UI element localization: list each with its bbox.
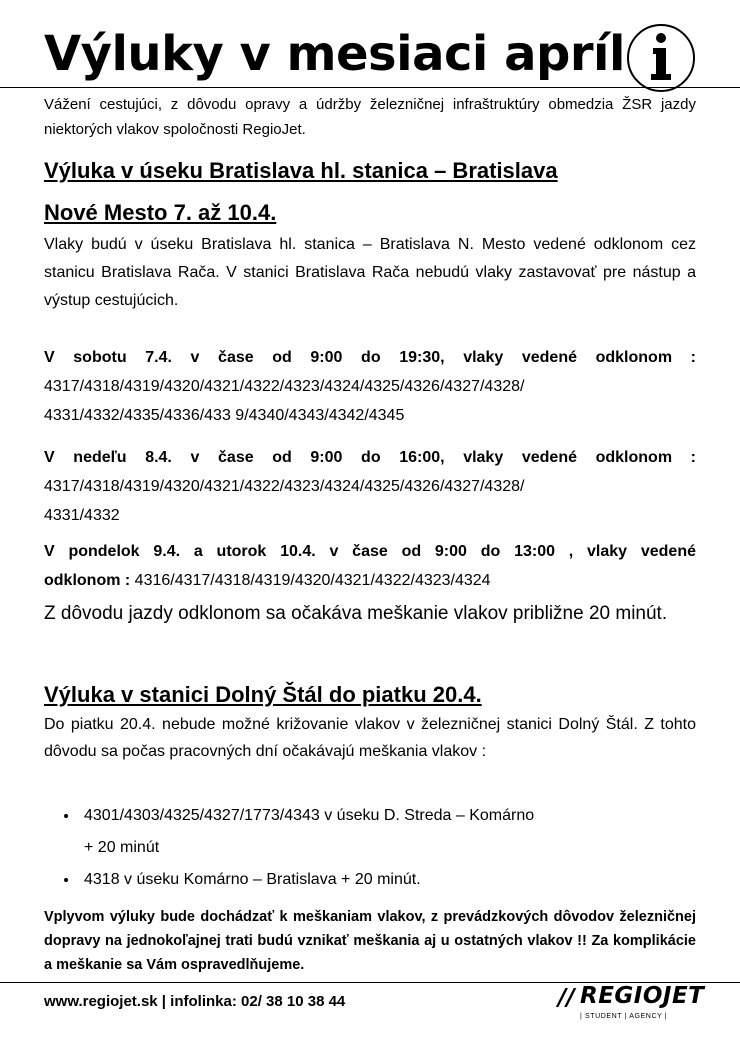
footer-contact: www.regiojet.sk | infolinka: 02/ 38 10 38 44 bbox=[44, 993, 346, 1010]
saturday-lead: V sobotu 7.4. v čase od 9:00 do 19:30, vlaky vedené odklonom : bbox=[44, 349, 696, 366]
delay-note: Z dôvodu jazdy odklonom sa očakáva meškanie vlakov približne 20 minút. bbox=[44, 603, 668, 624]
sunday-trains-line1: 4317/4318/4319/4320/4321/4322/4323/4324/4325/4326/4327/4328/ bbox=[44, 478, 525, 495]
sunday-group bbox=[44, 443, 696, 530]
section2-body: Do piatku 20.4. nebude možné križovanie vlakov v železničnej stanici Dolný Štál. Z tohto dôvodu sa počas pracovných dní očakávajú meškania vlakov : bbox=[44, 716, 696, 760]
list-item-line1: 4301/4303/4325/4327/1773/4343 v úseku D. Streda – Komárno bbox=[84, 807, 535, 824]
saturday-trains-line2: 4331/4332/4335/4336/433 9/4340/4343/4342/4345 bbox=[44, 407, 405, 424]
monday-tuesday-group bbox=[44, 537, 696, 595]
sunday-trains-line2: 4331/4332 bbox=[44, 507, 120, 524]
list-item-line1: 4318 v úseku Komárno – Bratislava + 20 minút. bbox=[84, 871, 421, 888]
bullet-dot-icon bbox=[64, 814, 68, 818]
logo-slash-icon: // bbox=[558, 985, 575, 1011]
section1-heading bbox=[44, 150, 696, 234]
regiojet-logo bbox=[554, 982, 714, 1026]
sunday-lead: V nedeľu 8.4. v čase od 9:00 do 16:00, vlaky vedené odklonom : bbox=[44, 449, 696, 466]
section1-body: Vlaky budú v úseku Bratislava hl. stanica – Bratislava N. Mesto vedené odklonom cez stanicu Bratislava Rača. V stanici Bratislava Rača nebudú vlaky zastavovať pre nástup a výstup cestujúcich. bbox=[44, 236, 696, 309]
section1-heading-line1: Výluka v úseku Bratislava hl. stanica – Bratislava bbox=[44, 158, 558, 183]
list-item-line2: + 20 minút bbox=[84, 839, 160, 856]
top-divider bbox=[0, 87, 740, 88]
saturday-group bbox=[44, 343, 696, 430]
monday-tuesday-trains: 4316/4317/4318/4319/4320/4321/4322/4323/4324 bbox=[130, 572, 491, 589]
info-icon bbox=[626, 23, 696, 93]
logo-tagline: | STUDENT | AGENCY | bbox=[580, 1013, 668, 1020]
page-title: Výluky v mesiaci apríl bbox=[44, 26, 625, 82]
detour-label: odklonom : bbox=[44, 572, 131, 589]
section2-heading-text: Výluka v stanici Dolný Štál do piatku 20.4. bbox=[44, 682, 482, 707]
bullet-dot-icon bbox=[64, 878, 68, 882]
monday-tuesday-lead: V pondelok 9.4. a utorok 10.4. v čase od 9:00 do 13:00 , vlaky vedené bbox=[44, 543, 696, 560]
monday-tuesday-lead-line2 bbox=[44, 566, 696, 595]
section1-heading-line2: Nové Mesto 7. až 10.4. bbox=[44, 200, 277, 225]
delay-list bbox=[60, 800, 690, 896]
section2-heading bbox=[44, 674, 696, 716]
logo-word: REGIOJET bbox=[580, 983, 705, 1009]
list-item bbox=[60, 800, 690, 864]
list-item bbox=[60, 864, 690, 896]
closing-paragraph: Vplyvom výluky bude dochádzať k meškaniam vlakov, z prevádzkových dôvodov železničnej dopravy na jednokoľajnej trati budú vznikať meškania aj u ostatných vlakov !! Za komplikácie a meškanie sa Vám ospravedlňujeme. bbox=[44, 909, 696, 973]
intro-paragraph: Vážení cestujúci, z dôvodu opravy a údržby železničnej infraštruktúry obmedzia ŽSR jazdy niektorých vlakov spoločnosti RegioJet. bbox=[44, 96, 696, 138]
saturday-trains-line1: 4317/4318/4319/4320/4321/4322/4323/4324/4325/4326/4327/4328/ bbox=[44, 378, 525, 395]
